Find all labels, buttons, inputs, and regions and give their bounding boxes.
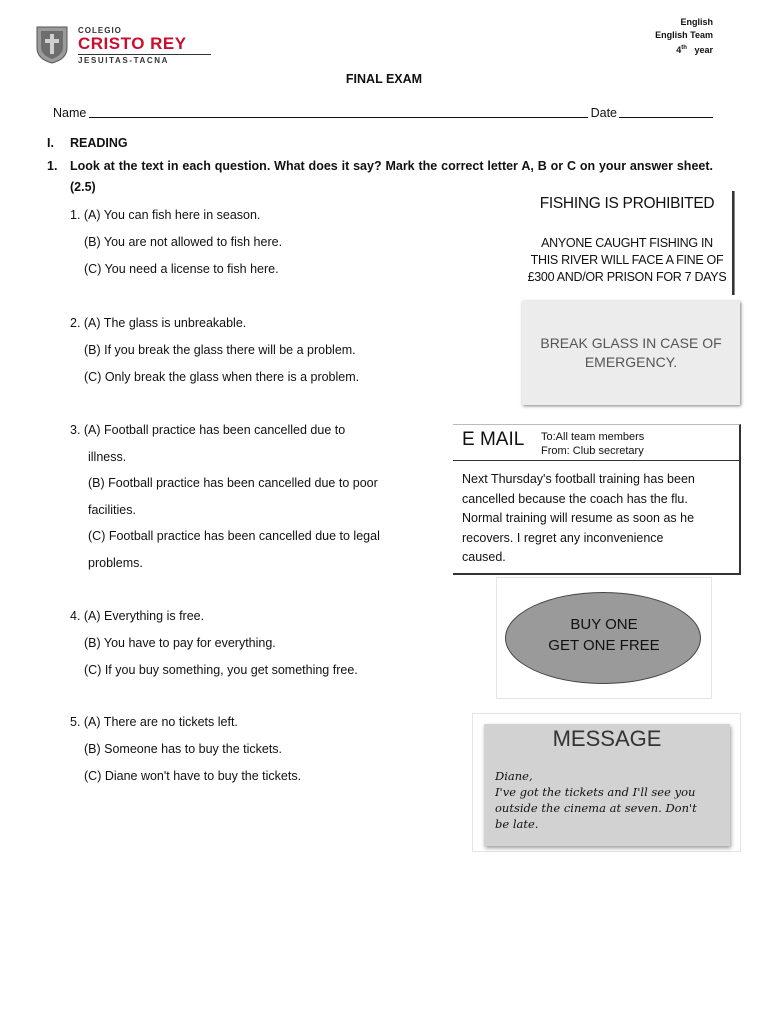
q3-option-a: 3. (A) Football practice has been cancelled due to xyxy=(70,423,346,437)
subject-label: English xyxy=(680,17,713,27)
email-from: From: Club secretary xyxy=(541,445,644,457)
fishing-sign xyxy=(522,191,734,295)
message-line: be late. xyxy=(495,817,539,831)
school-subtitle: JESUITAS-TACNA xyxy=(78,56,169,65)
logo-divider xyxy=(78,54,211,55)
message-note xyxy=(472,713,741,852)
q5-option-c: (C) Diane won't have to buy the tickets. xyxy=(84,769,302,783)
section-number: I. xyxy=(47,136,54,150)
course-info xyxy=(655,16,713,57)
offer-line: BUY ONE xyxy=(570,616,638,633)
school-name: CRISTO REY xyxy=(78,34,187,53)
q1-option-b: (B) You are not allowed to fish here. xyxy=(84,235,283,249)
name-date-row xyxy=(53,103,713,120)
q5-option-a: 5. (A) There are no tickets left. xyxy=(70,715,238,729)
q1-option-a: 1. (A) You can fish here in season. xyxy=(70,208,261,222)
email-heading: E MAIL xyxy=(462,429,525,450)
offer-text xyxy=(497,614,711,656)
email-body-line: recovers. I regret any inconvenience xyxy=(462,530,664,545)
q3-option-b: (B) Football practice has been cancelled due to poor xyxy=(88,476,378,490)
q3-option-c-cont: problems. xyxy=(88,556,143,570)
break-glass-line: BREAK GLASS IN CASE OF xyxy=(540,335,722,351)
message-line: Diane, xyxy=(495,769,533,783)
q3-option-b-cont: facilities. xyxy=(88,503,136,517)
school-logo xyxy=(36,26,186,68)
fishing-sign-body xyxy=(522,235,732,286)
fishing-sign-line: ANYONE CAUGHT FISHING IN xyxy=(541,236,713,250)
email-to: To:All team members xyxy=(541,431,645,443)
q2-option-b: (B) If you break the glass there will be a problem. xyxy=(84,343,356,357)
section-title: READING xyxy=(70,136,128,150)
name-label: Name xyxy=(53,106,87,120)
break-glass-line: EMERGENCY. xyxy=(584,354,678,370)
email-meta xyxy=(541,430,644,458)
email-body xyxy=(462,470,734,568)
instruction-number: 1. xyxy=(47,159,58,173)
exam-title: FINAL EXAM xyxy=(345,72,423,86)
q2-option-c: (C) Only break the glass when there is a problem. xyxy=(84,370,360,384)
email-body-line: Next Thursday's football training has been xyxy=(462,472,695,486)
name-field[interactable] xyxy=(89,103,587,118)
grade-number: 4 xyxy=(676,45,682,55)
q4-option-a: 4. (A) Everything is free. xyxy=(70,609,205,623)
grade-label xyxy=(655,42,713,57)
section-heading xyxy=(47,136,128,150)
message-line: I've got the tickets and I'll see you xyxy=(495,785,696,799)
school-crest-icon xyxy=(36,26,68,64)
email-body-line: cancelled because the coach has the flu. xyxy=(462,491,688,506)
instruction-text: Look at the text in each question. What does it say? Mark the correct letter A, B or C on your answer sheet.(2.5) xyxy=(70,159,713,194)
message-line: outside the cinema at seven. Don't xyxy=(495,801,697,815)
offer-line: GET ONE FREE xyxy=(548,637,660,654)
q4-option-c: (C) If you buy something, you get something free. xyxy=(84,663,358,677)
q5-option-b: (B) Someone has to buy the tickets. xyxy=(84,742,283,756)
q2-option-a: 2. (A) The glass is unbreakable. xyxy=(70,316,247,330)
message-card xyxy=(484,724,730,846)
message-body xyxy=(495,768,725,832)
grade-suffix: th xyxy=(681,45,687,51)
message-heading: MESSAGE xyxy=(552,726,662,751)
q3-option-c: (C) Football practice has been cancelled due to legal xyxy=(88,529,380,543)
email-notice xyxy=(453,424,741,575)
date-label: Date xyxy=(590,106,617,120)
q3-option-a-cont: illness. xyxy=(88,450,127,464)
break-glass-sign xyxy=(522,301,740,405)
q1-option-c: (C) You need a license to fish here. xyxy=(84,262,279,276)
email-body-line: caused. xyxy=(462,550,506,564)
offer-sign xyxy=(496,577,712,699)
date-field[interactable] xyxy=(619,103,713,118)
fishing-sign-line: £300 AND/OR PRISON FOR 7 DAYS xyxy=(527,270,727,284)
email-body-line: Normal training will resume as soon as he xyxy=(462,511,695,525)
fishing-sign-heading: FISHING IS PROHIBITED xyxy=(539,195,715,212)
break-glass-text xyxy=(522,334,740,372)
grade-word: year xyxy=(694,45,713,55)
email-divider xyxy=(453,460,739,461)
q4-option-b: (B) You have to pay for everything. xyxy=(84,636,276,650)
school-label-small: COLEGIO xyxy=(78,26,122,35)
team-label: English Team xyxy=(655,30,713,40)
fishing-sign-line: THIS RIVER WILL FACE A FINE OF xyxy=(530,253,724,267)
